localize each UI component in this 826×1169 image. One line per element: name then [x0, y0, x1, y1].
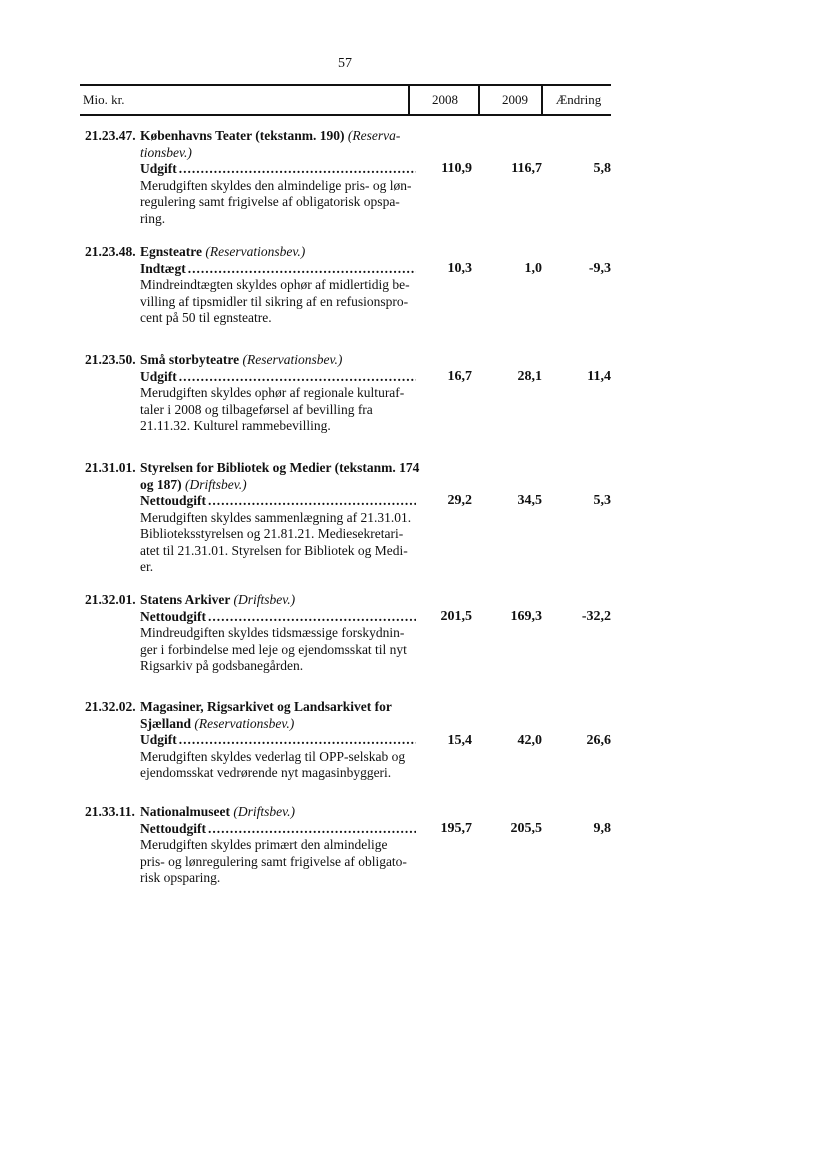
value-2008: 29,2: [447, 493, 472, 508]
entry-sub-label: Nettoudgift: [140, 820, 206, 836]
entry-code: 21.23.48.: [85, 244, 136, 259]
entry-title: Nationalmuseet (Driftsbev.): [140, 804, 295, 819]
entry-title: Egnsteatre (Reservationsbev.): [140, 244, 306, 259]
unit-label: Mio. kr.: [83, 92, 125, 107]
entry-code: 21.33.11.: [85, 804, 135, 819]
entry-sub-label: Udgift: [140, 368, 177, 384]
entry-title: Magasiner, Rigsarkivet og Landsarkivet for: [140, 699, 392, 714]
value-2009: 28,1: [517, 369, 542, 384]
value-2008: 195,7: [440, 821, 472, 836]
entry-title: Statens Arkiver (Driftsbev.): [140, 592, 296, 607]
value-change: 5,3: [593, 493, 611, 508]
entry-description: Merudgiften skyldes primært den almindelige pris- og lønregulering samt frigivelse af obligato- risk opsparing.: [140, 837, 407, 885]
value-2009: 34,5: [517, 493, 542, 508]
value-2008: 10,3: [447, 261, 472, 276]
column-header-2008: 2008: [408, 86, 480, 114]
value-change: 5,8: [593, 161, 611, 176]
entry-title: Københavns Teater (tekstanm. 190) (Reserva-: [140, 128, 401, 143]
entry-sub-label: Udgift: [140, 732, 177, 747]
entry-description: Mindreudgiften skyldes tidsmæssige forskydnin- ger i forbindelse med leje og ejendomsskat til nyt Rigsarkiv på godsbanegården.: [140, 625, 407, 673]
value-2009: 205,5: [510, 821, 542, 836]
entry-sub-label: Nettoudgift: [140, 608, 206, 624]
table-header: [80, 84, 611, 116]
entry-title: Små storbyteatre (Reservationsbev.): [140, 352, 343, 367]
entry-title: Styrelsen for Bibliotek og Medier (tekstanm. 174: [140, 460, 420, 475]
entry-sub-label: Nettoudgift: [140, 493, 206, 508]
page-number: 57: [338, 56, 352, 71]
entry-sub-label: Udgift: [140, 161, 177, 176]
entry-code: 21.23.47.: [85, 128, 136, 143]
entry-description: Merudgiften skyldes ophør af regionale kulturaf- taler i 2008 og tilbageførsel af bevilling fra 21.11.32. Kulturel rammebevilling.: [140, 385, 405, 433]
entry-code: 21.23.50.: [85, 352, 136, 367]
entry-title-type: (Driftsbev.): [185, 476, 247, 492]
column-header-2009: 2009: [478, 86, 550, 114]
entry-code: 21.32.02.: [85, 699, 136, 714]
value-2009: 116,7: [511, 161, 542, 176]
value-change: -9,3: [588, 261, 611, 276]
entry-sub-label: Indtægt: [140, 260, 186, 276]
column-header-change: Ændring: [541, 86, 614, 114]
entry-description: Merudgiften skyldes sammenlægning af 21.31.01. Biblioteksstyrelsen og 21.81.21. Mediesekretari- atet til 21.31.01. Styrelsen for Bibliotek og Medi- er.: [140, 509, 412, 574]
value-2009: 1,0: [524, 261, 542, 276]
value-change: 26,6: [586, 733, 611, 748]
value-2009: 169,3: [510, 609, 542, 624]
entry-code: 21.32.01.: [85, 592, 136, 607]
value-2008: 201,5: [440, 609, 472, 624]
value-change: 9,8: [593, 821, 611, 836]
value-2008: 16,7: [447, 369, 472, 384]
value-change: -32,2: [581, 609, 611, 624]
value-2008: 15,4: [447, 733, 472, 748]
entry-description: Merudgiften skyldes vederlag til OPP-selskab og ejendomsskat vedrørende nyt magasinbyggeri.: [140, 748, 406, 780]
value-2008: 110,9: [441, 161, 472, 176]
entry-title-type: (Reservationsbev.): [194, 715, 295, 731]
entry-code: 21.31.01.: [85, 460, 136, 475]
entry-description: Merudgiften skyldes den almindelige pris- og løn- regulering samt frigivelse af obligatorisk opspa- ring.: [140, 177, 412, 226]
value-change: 11,4: [587, 369, 611, 384]
entry-title-type: tionsbev.): [140, 144, 192, 160]
value-2009: 42,0: [517, 733, 542, 748]
entry-description: Mindreindtægten skyldes ophør af midlertidig be- villing af tipsmidler til sikring af en refusionspro- cent på 50 til egnsteatre.: [140, 277, 410, 325]
